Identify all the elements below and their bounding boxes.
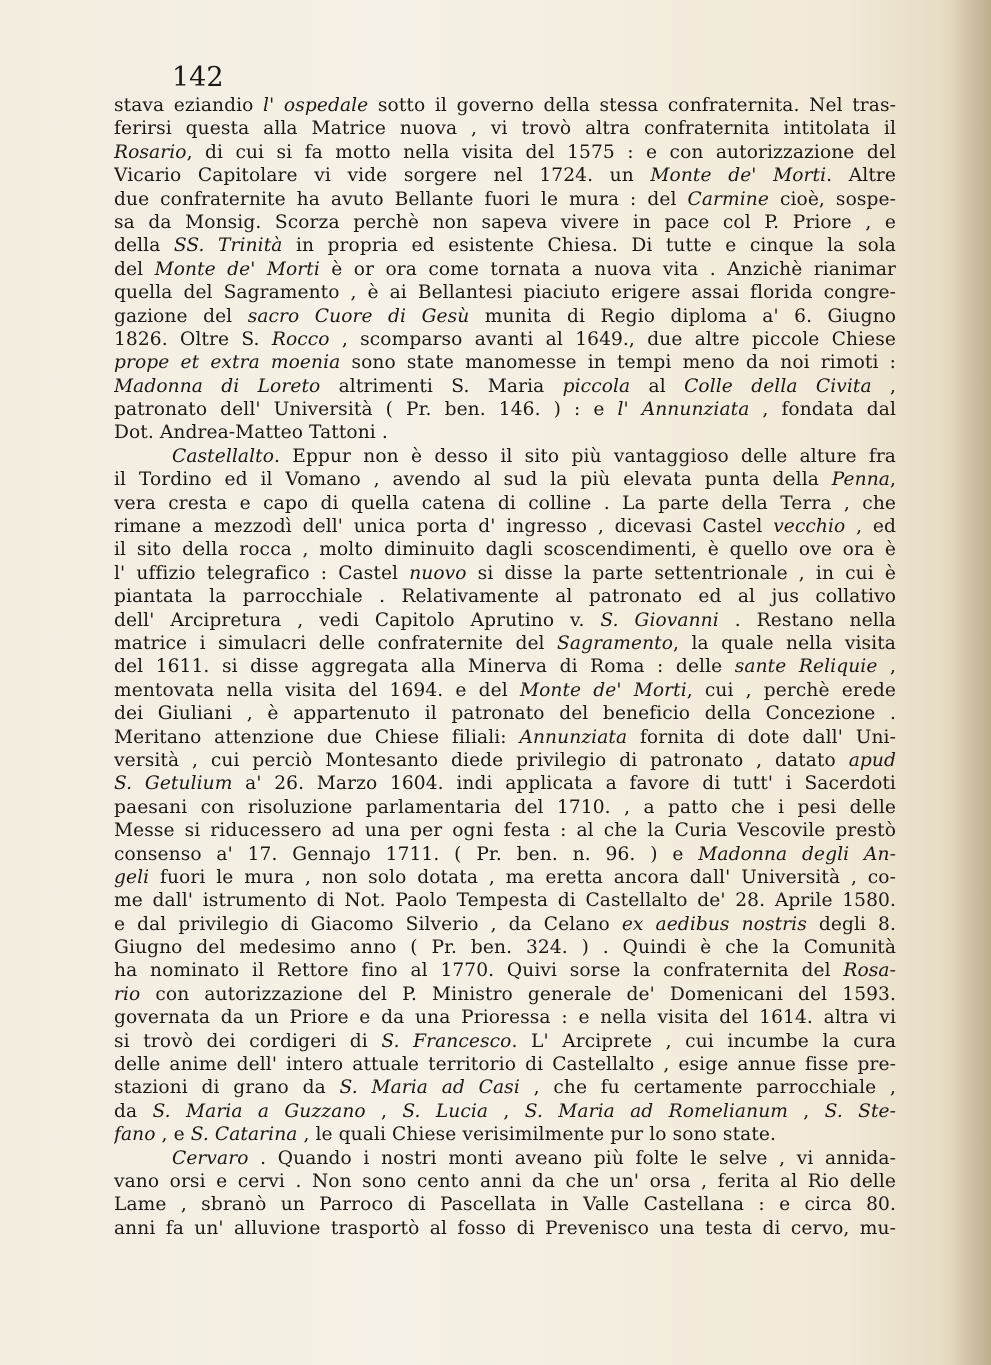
italic-phrase: geli bbox=[114, 866, 150, 888]
text-line: Lame , sbranò un Parroco di Pascellata in Valle Castellana : e circa 80. bbox=[114, 1194, 896, 1216]
text-line: anni fa un' alluvione trasportò al fosso di Prevenisco una testa di cervo, mu- bbox=[114, 1217, 896, 1239]
body-text bbox=[114, 94, 896, 1240]
text-line: della SS. Trinità in propria ed esistente Chiesa. Di tutte e cinque la sola bbox=[114, 235, 896, 257]
text-line: paesani con risoluzione parlamentaria del 1710. , a patto che i pesi delle bbox=[114, 796, 896, 818]
italic-phrase: Monte de' Morti bbox=[154, 258, 320, 280]
italic-phrase: prope et extra moenia bbox=[114, 352, 341, 374]
italic-phrase: Rosa- bbox=[843, 960, 896, 982]
page-number: 142 bbox=[172, 62, 224, 93]
text-line: Rosario, di cui si fa motto nella visita del 1575 : e con autorizzazione del bbox=[114, 141, 896, 163]
italic-phrase: vecchio bbox=[773, 516, 846, 538]
italic-phrase: Sagramento bbox=[557, 632, 674, 654]
italic-phrase: Monte de' Morti bbox=[519, 679, 687, 701]
page-edge-shadow bbox=[951, 0, 991, 1365]
italic-phrase: S. Ste- bbox=[824, 1100, 896, 1122]
italic-phrase: piccola bbox=[562, 375, 631, 397]
italic-phrase: S. Maria a Guzzano bbox=[152, 1100, 366, 1122]
text-line: ha nominato il Rettore fino al 1770. Quivi sorse la confraternita del Rosa- bbox=[114, 960, 896, 982]
italic-phrase: ex aedibus nostris bbox=[621, 913, 807, 935]
italic-phrase: Rosario bbox=[114, 141, 187, 163]
italic-phrase: SS. Trinità bbox=[173, 235, 283, 257]
text-line: e dal privilegio di Giacomo Silverio , da Celano ex aedibus nostris degli 8. bbox=[114, 913, 896, 935]
italic-phrase: S. Getulium bbox=[114, 773, 233, 795]
text-line: me dall' istrumento di Not. Paolo Tempesta di Castellalto de' 28. Aprile 1580. bbox=[114, 890, 896, 912]
text-line: ferirsi questa alla Matrice nuova , vi trovò altra confraternita intitolata il bbox=[114, 118, 896, 140]
italic-phrase: Colle della Civita bbox=[684, 375, 872, 397]
text-line: rio con autorizzazione del P. Ministro generale de' Domenicani del 1593. bbox=[114, 983, 896, 1005]
italic-phrase: sacro Cuore di Gesù bbox=[247, 305, 470, 327]
text-line: 1826. Oltre S. Rocco , scomparso avanti al 1649., due altre piccole Chiese bbox=[114, 328, 896, 350]
text-line: rimane a mezzodì dell' unica porta d' ingresso , dicevasi Castel vecchio , ed bbox=[114, 516, 896, 538]
text-line: l' uffizio telegrafico : Castel nuovo si disse la parte settentrionale , in cui è bbox=[114, 562, 896, 584]
text-line: stava eziandio l' ospedale sotto il governo della stessa confraternita. Nel tras- bbox=[114, 95, 896, 116]
text-line: Giugno del medesimo anno ( Pr. ben. 324. ) . Quindi è che la Comunità bbox=[114, 937, 896, 959]
text-line: prope et extra moenia sono state manomesse in tempi meno da noi rimoti : bbox=[114, 352, 896, 374]
text-line: Cervaro . Quando i nostri monti aveano più folte le selve , vi annida- bbox=[172, 1147, 896, 1169]
text-line: Dot. Andrea-Matteo Tattoni . bbox=[114, 422, 388, 444]
italic-phrase: apud bbox=[848, 749, 896, 771]
text-line: Madonna di Loreto altrimenti S. Maria piccola al Colle della Civita , bbox=[114, 375, 896, 397]
text-line: piantata la parrocchiale . Relativamente al patronato ed al jus collativo bbox=[114, 586, 896, 608]
text-line: due confraternite ha avuto Bellante fuori le mura : del Carmine cioè, sospe- bbox=[114, 188, 896, 210]
italic-phrase: S. Maria ad Casi bbox=[339, 1077, 520, 1099]
text-line: fano , e S. Catarina , le quali Chiese verisimilmente pur lo sono state. bbox=[114, 1124, 777, 1146]
text-line: Meritano attenzione due Chiese filiali: Annunziata fornita di dote dall' Uni- bbox=[114, 726, 896, 748]
italic-phrase: S. Giovanni bbox=[600, 609, 719, 631]
text-line: patronato dell' Università ( Pr. ben. 146. ) : e l' Annunziata , fondata dal bbox=[114, 399, 896, 421]
italic-phrase: Madonna di Loreto bbox=[114, 375, 321, 397]
text-line: del 1611. si disse aggregata alla Minerva di Roma : delle sante Reliquie , bbox=[114, 656, 896, 678]
text-line: si trovò dei cordigeri di S. Francesco. L' Arciprete , cui incumbe la cura bbox=[114, 1030, 896, 1052]
italic-phrase: Monte de' Morti bbox=[650, 165, 827, 187]
text-line: consenso a' 17. Gennajo 1711. ( Pr. ben. n. 96. ) e Madonna degli An- bbox=[114, 843, 896, 865]
text-line: vera cresta e capo di quella catena di colline . La parte della Terra , che bbox=[114, 492, 896, 514]
text-line: mentovata nella visita del 1694. e del Monte de' Morti, cui , perchè erede bbox=[114, 679, 896, 701]
italic-phrase: nuovo bbox=[409, 562, 467, 584]
italic-phrase: Madonna degli An- bbox=[698, 843, 896, 865]
text-line: matrice i simulacri delle confraternite del Sagramento, la quale nella visita bbox=[114, 632, 896, 654]
text-line: quella del Sagramento , è ai Bellantesi piaciuto erigere assai florida congre- bbox=[114, 282, 896, 304]
italic-phrase: S. Catarina bbox=[190, 1124, 298, 1146]
italic-phrase: l' ospedale bbox=[263, 95, 369, 116]
text-line: S. Getulium a' 26. Marzo 1604. indi applicata a favore di tutt' i Sacerdoti bbox=[114, 773, 896, 795]
italic-phrase: sante Reliquie bbox=[734, 656, 878, 678]
text-line: il Tordino ed il Vomano , avendo al sud la più elevata punta della Penna, bbox=[114, 469, 896, 491]
italic-phrase: Annunziata bbox=[519, 726, 628, 748]
italic-phrase: rio bbox=[114, 983, 141, 1005]
italic-phrase: fano bbox=[114, 1124, 156, 1146]
text-line: il sito della rocca , molto diminuito dagli scoscendimenti, è quello ove ora è bbox=[114, 539, 896, 561]
text-line: delle anime dell' intero attuale territorio di Castellalto , esige annue fisse pre- bbox=[114, 1054, 896, 1076]
italic-phrase: S. Maria ad Romelianum bbox=[524, 1100, 788, 1122]
italic-phrase: S. Francesco bbox=[381, 1030, 512, 1052]
italic-phrase: Carmine bbox=[687, 188, 769, 210]
text-line: stazioni di grano da S. Maria ad Casi , che fu certamente parrocchiale , bbox=[114, 1077, 896, 1099]
text-line: Vicario Capitolare vi vide sorgere nel 1724. un Monte de' Morti. Altre bbox=[114, 165, 896, 187]
text-line: gazione del sacro Cuore di Gesù munita di Regio diploma a' 6. Giugno bbox=[114, 305, 896, 327]
text-line: governata da un Priore e da una Prioressa : e nella visita del 1614. altra vi bbox=[114, 1007, 896, 1029]
text-line: geli fuori le mura , non solo dotata , ma eretta ancora dall' Università , co- bbox=[114, 866, 896, 888]
italic-phrase: Penna bbox=[831, 469, 890, 491]
italic-phrase: l' Annunziata bbox=[617, 399, 750, 421]
text-line: vano orsi e cervi . Non sono cento anni da che un' orsa , ferita al Rio delle bbox=[114, 1170, 896, 1192]
text-line: Castellalto. Eppur non è desso il sito più vantaggioso delle alture fra bbox=[172, 445, 896, 467]
italic-phrase: S. Lucia bbox=[402, 1100, 489, 1122]
italic-phrase: Cervaro bbox=[172, 1147, 249, 1169]
text-line: versità , cui perciò Montesanto diede privilegio di patronato , datato apud bbox=[114, 749, 896, 771]
text-line: da S. Maria a Guzzano , S. Lucia , S. Maria ad Romelianum , S. Ste- bbox=[114, 1100, 896, 1122]
text-line: del Monte de' Morti è or ora come tornata a nuova vita . Anzichè rianimar bbox=[114, 258, 896, 280]
text-line: dell' Arcipretura , vedi Capitolo Aprutino v. S. Giovanni . Restano nella bbox=[114, 609, 896, 631]
italic-phrase: Castellalto bbox=[172, 445, 275, 467]
text-line: Messe si riducessero ad una per ogni festa : al che la Curia Vescovile prestò bbox=[114, 820, 896, 842]
text-line: dei Giuliani , è appartenuto il patronato del beneficio della Concezione . bbox=[114, 703, 896, 725]
text-line: sa da Monsig. Scorza perchè non sapeva vivere in pace col P. Priore , e bbox=[114, 211, 896, 233]
italic-phrase: Rocco bbox=[271, 328, 330, 350]
